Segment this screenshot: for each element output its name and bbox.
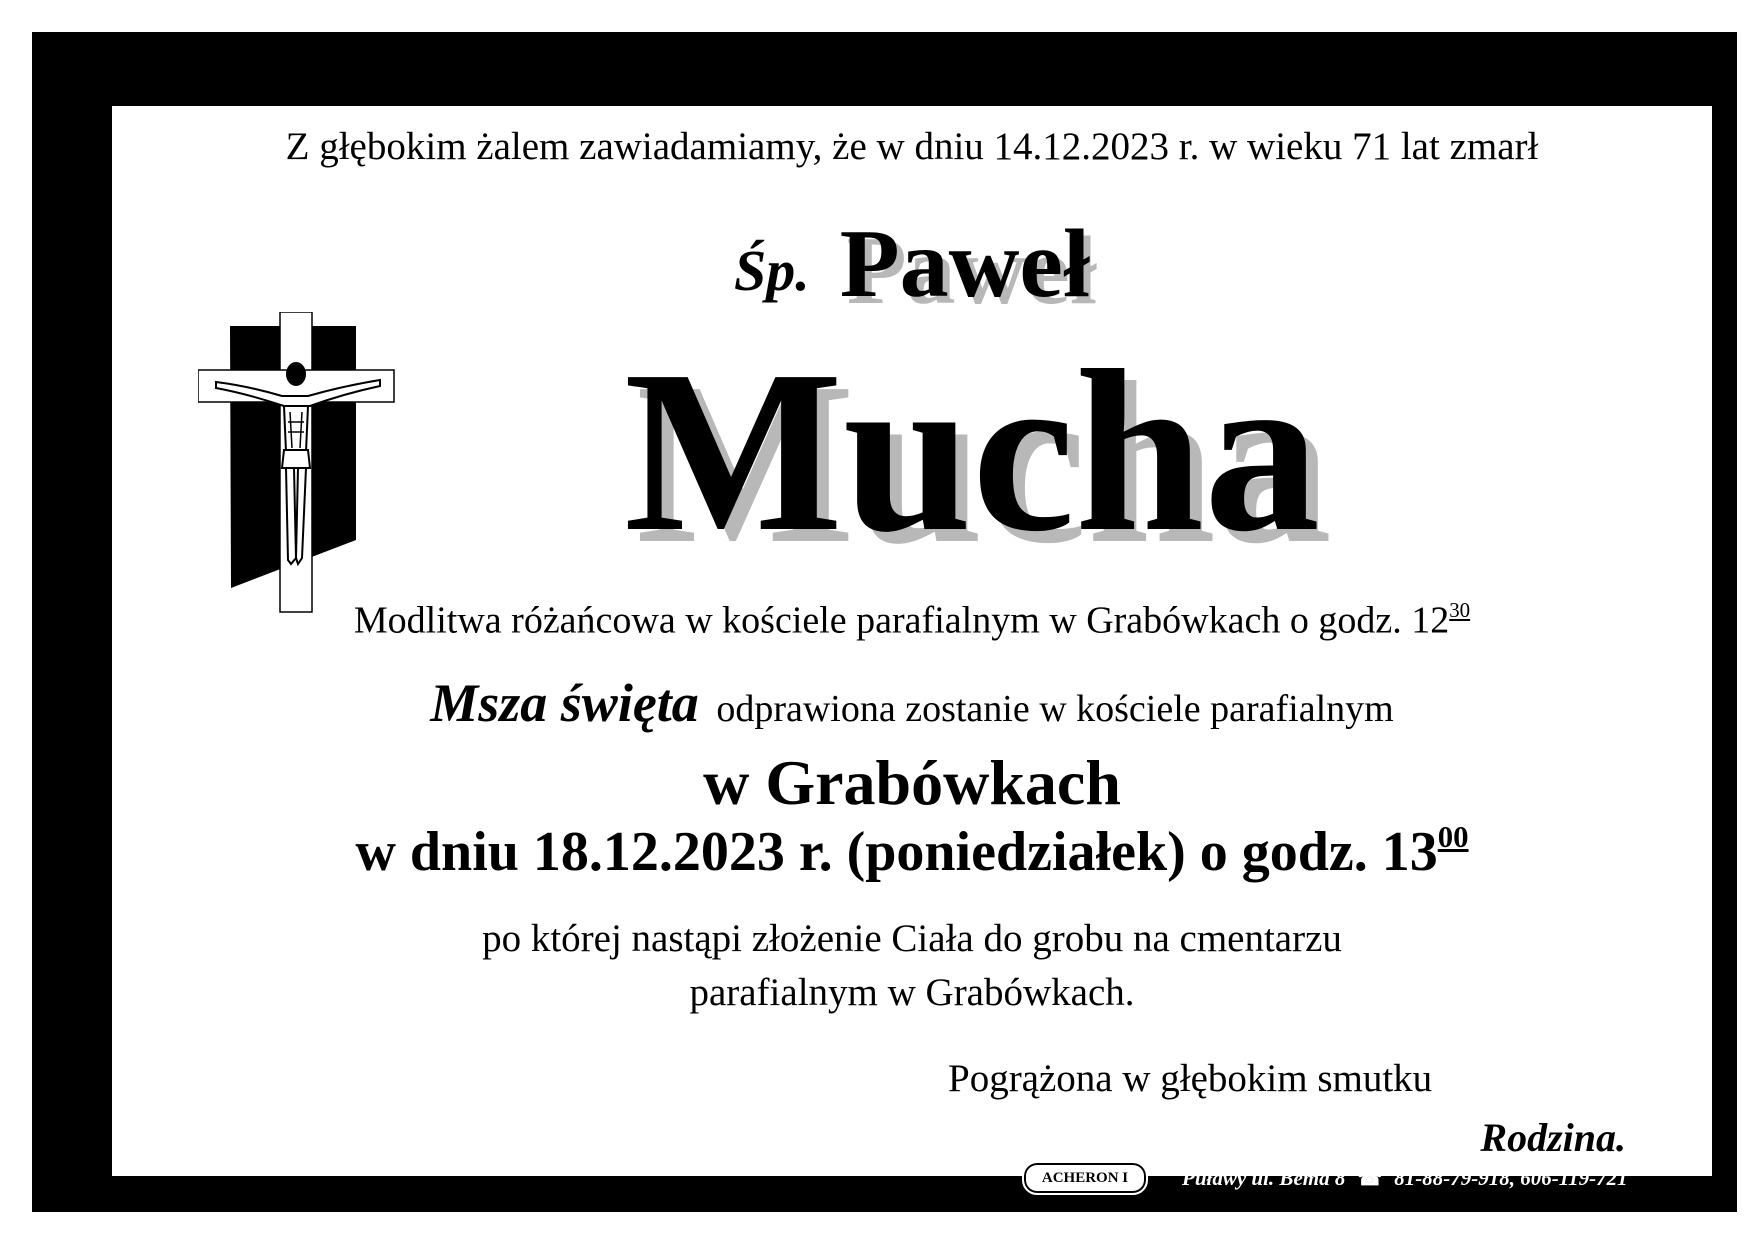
footer-address: Puławy ul. Bema 8 xyxy=(1182,1165,1346,1190)
first-name: Paweł xyxy=(839,210,1091,318)
mass-minutes: 00 xyxy=(1437,820,1469,854)
mass-title: Msza święta xyxy=(430,673,699,733)
mass-description: odprawiona zostanie w kościele parafialnym xyxy=(716,688,1394,730)
black-frame xyxy=(32,32,1737,1212)
notice-panel xyxy=(112,106,1712,1176)
burial-line-2: parafialnym w Grabówkach. xyxy=(689,971,1135,1014)
crucifix-icon xyxy=(198,312,398,616)
rosary-line xyxy=(112,598,1712,643)
intro-text: Z głębokim żalem zawiadamiamy, że w dniu 14.12.2023 r. w wieku 71 lat zmarł xyxy=(285,125,1539,168)
family-signature: Rodzina. xyxy=(1480,1115,1626,1160)
funeral-home-logo: ACHERON I xyxy=(1022,1161,1148,1195)
footer-phones: 81-88-79-918, 606-119-721 xyxy=(1394,1165,1628,1190)
burial-line-1: po której nastąpi złożenie Ciała do grobu na cmentarzu xyxy=(482,917,1342,960)
footer xyxy=(1022,1160,1628,1196)
mourning-text: Pogrążona w głębokim smutku xyxy=(948,1057,1433,1100)
name-line xyxy=(112,208,1712,320)
mass-date-line xyxy=(112,820,1712,884)
rosary-minutes: 30 xyxy=(1449,598,1471,622)
mass-date: w dniu 18.12.2023 r. (poniedziałek) o godz. 13 xyxy=(355,821,1438,884)
honorific: Śp. xyxy=(733,238,810,303)
telephone-icon: ☎ xyxy=(1357,1167,1383,1190)
surname: Mucha xyxy=(624,323,1320,580)
rosary-text: Modlitwa różańcowa w kościele parafialnym w Grabówkach o godz. 12 xyxy=(353,599,1450,642)
mass-place: w Grabówkach xyxy=(703,747,1121,818)
mass-line xyxy=(112,672,1712,734)
